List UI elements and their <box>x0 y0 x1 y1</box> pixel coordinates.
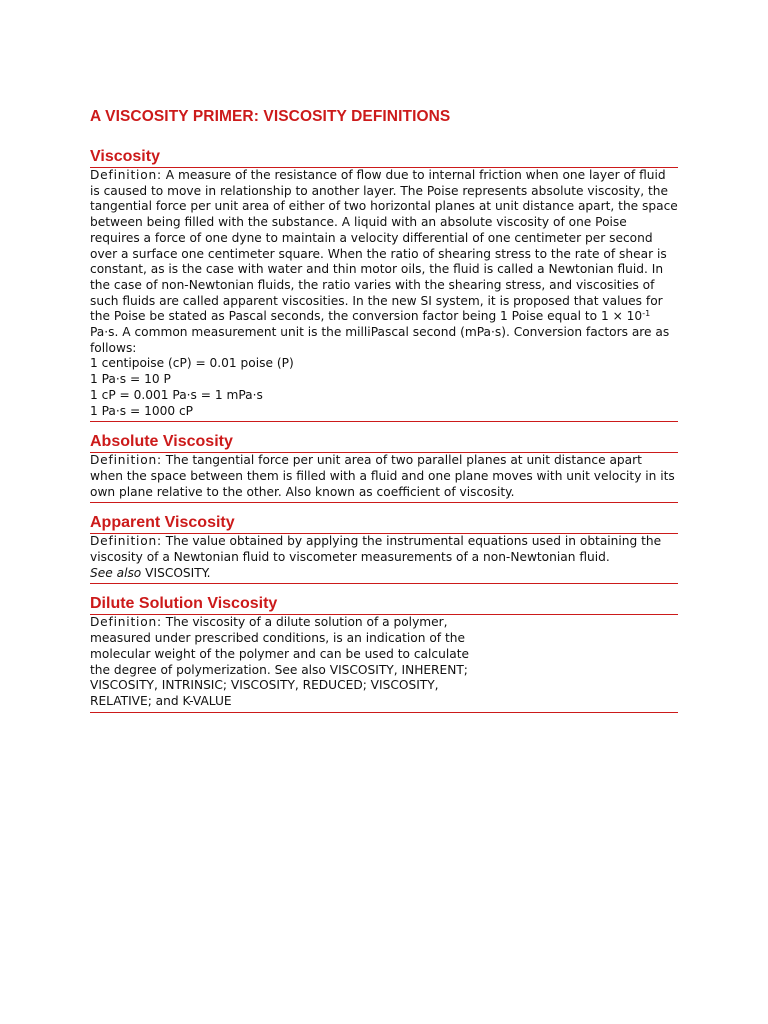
see-also-line <box>90 566 678 582</box>
conversion-line: 1 centipoise (cP) = 0.01 poise (P) <box>90 356 294 371</box>
conversion-line: 1 Pa·s = 1000 cP <box>90 403 194 418</box>
definition-text: The tangential force per unit area of two parallel planes at unit distance apart when the space between them is filled with a fluid and one plane moves with unit velocity in its own plane relative to the other. Also known as coefficient of viscosity. <box>90 453 675 499</box>
section-absolute-viscosity <box>90 432 678 503</box>
section-body-dilute-solution-viscosity <box>90 615 678 712</box>
superscript-exponent: -1 <box>642 309 651 319</box>
section-body-absolute-viscosity <box>90 453 678 503</box>
section-body-viscosity <box>90 168 678 422</box>
definition-label: Definition: <box>90 453 162 468</box>
section-dilute-solution-viscosity <box>90 594 678 712</box>
definition-label: Definition: <box>90 534 162 549</box>
section-heading-apparent-viscosity: Apparent Viscosity <box>90 513 678 534</box>
section-heading-viscosity: Viscosity <box>90 147 678 168</box>
section-viscosity <box>90 147 678 422</box>
see-also-label: See also <box>90 565 142 580</box>
definition-label: Definition: <box>90 615 162 630</box>
section-heading-absolute-viscosity: Absolute Viscosity <box>90 432 678 453</box>
definition-text: The value obtained by applying the instrumental equations used in obtaining the viscosity of a Newtonian fluid to viscometer measurements of a non-Newtonian fluid. <box>90 534 662 565</box>
definition-text: The viscosity of a dilute solution of a polymer, measured under prescribed conditions, is an indication of the molecular weight of the polymer and can be used to calculate the degree of polymerization. See also VISCOSITY, INHERENT; VISCOSITY, INTRINSIC; VISCOSITY, REDUCED; VISCOSITY, RELATIVE; and K-VALUE <box>90 615 469 708</box>
definition-text: A measure of the resistance of flow due to internal friction when one layer of fluid is caused to move in relationship to another layer. The Poise represents absolute viscosity, the tangential force per unit area of either of two horizontal planes at unit distance apart, the space between being filled with the substance. A liquid with an absolute viscosity of one Poise requires a force of one dyne to maintain a velocity differential of one centimeter per second over a surface one centimeter square. When the ratio of shearing stress to the rate of shear is constant, as is the case with water and thin motor oils, the fluid is called a Newtonian fluid. In the case of non-Newtonian fluids, the ratio varies with the shearing stress, and viscosities of such fluids are called apparent viscosities. In the new SI system, it is proposed that values for the Poise be stated as Pascal seconds, the conversion factor being 1 Poise equal to 1 × 10 <box>90 168 678 324</box>
document-page <box>90 108 678 723</box>
definition-text-continued: Pa·s. A common measurement unit is the milliPascal second (mPa·s). Conversion factors are as follows: <box>90 325 670 355</box>
conversion-line: 1 Pa·s = 10 P <box>90 372 171 387</box>
see-also-value: VISCOSITY. <box>145 565 211 580</box>
conversion-line: 1 cP = 0.001 Pa·s = 1 mPa·s <box>90 387 263 402</box>
section-body-apparent-viscosity <box>90 534 678 584</box>
section-heading-dilute-solution-viscosity: Dilute Solution Viscosity <box>90 594 678 615</box>
section-apparent-viscosity <box>90 513 678 584</box>
dilute-definition-block <box>90 615 474 709</box>
definition-label: Definition: <box>90 168 162 182</box>
document-title: A VISCOSITY PRIMER: VISCOSITY DEFINITIONS <box>90 108 451 125</box>
